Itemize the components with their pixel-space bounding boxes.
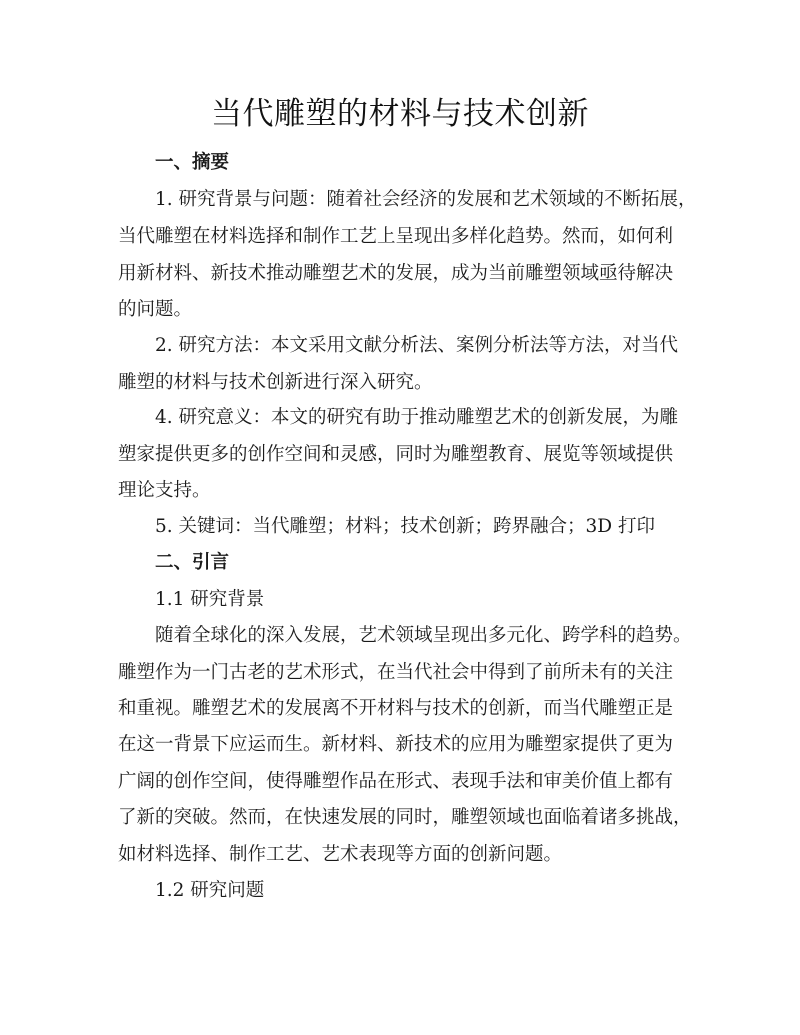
paragraph-line: 随着全球化的深入发展，艺术领域呈现出多元化、跨学科的趋势。 (155, 625, 692, 646)
paragraph-line: 理论支持。 (118, 480, 211, 501)
paragraph-line: 当代雕塑在材料选择和制作工艺上呈现出多样化趋势。然而，如何利 (118, 226, 674, 247)
paragraph-line: 广阔的创作空间，使得雕塑作品在形式、表现手法和审美价值上都有 (118, 771, 674, 792)
paragraph-line: 4. 研究意义：本文的研究有助于推动雕塑艺术的创新发展，为雕 (155, 407, 679, 428)
paragraph-line: 了新的突破。然而，在快速发展的同时，雕塑领域也面临着诸多挑战， (118, 807, 692, 828)
paragraph-line: 雕塑的材料与技术创新进行深入研究。 (118, 372, 433, 393)
paragraph-line: 的问题。 (118, 299, 193, 320)
paragraph-line: 1. 研究背景与问题：随着社会经济的发展和艺术领域的不断拓展， (155, 189, 697, 210)
paragraph-line: 如材料选择、制作工艺、艺术表现等方面的创新问题。 (118, 844, 563, 865)
paragraph-line: 和重视。雕塑艺术的发展离不开材料与技术的创新，而当代雕塑正是 (118, 698, 674, 719)
paragraph-line: 用新材料、新技术推动雕塑艺术的发展，成为当前雕塑领域亟待解决 (118, 263, 674, 284)
intro-heading: 二、引言 (155, 552, 230, 573)
paragraph-line: 在这一背景下应运而生。新材料、新技术的应用为雕塑家提供了更为 (118, 734, 674, 755)
paragraph-line: 2. 研究方法：本文采用文献分析法、案例分析法等方法，对当代 (155, 335, 679, 356)
document-title: 当代雕塑的材料与技术创新 (211, 96, 589, 132)
paragraph-line: 塑家提供更多的创作空间和灵感，同时为雕塑教育、展览等领域提供 (118, 444, 674, 465)
abstract-heading: 一、摘要 (155, 152, 230, 173)
keywords-line: 5. 关键词：当代雕塑；材料；技术创新；跨界融合；3D 打印 (155, 516, 656, 537)
section-1-1-title: 1.1 研究背景 (155, 589, 265, 610)
paragraph-line: 雕塑作为一门古老的艺术形式，在当代社会中得到了前所未有的关注 (118, 662, 674, 683)
section-1-2-title: 1.2 研究问题 (155, 880, 265, 901)
